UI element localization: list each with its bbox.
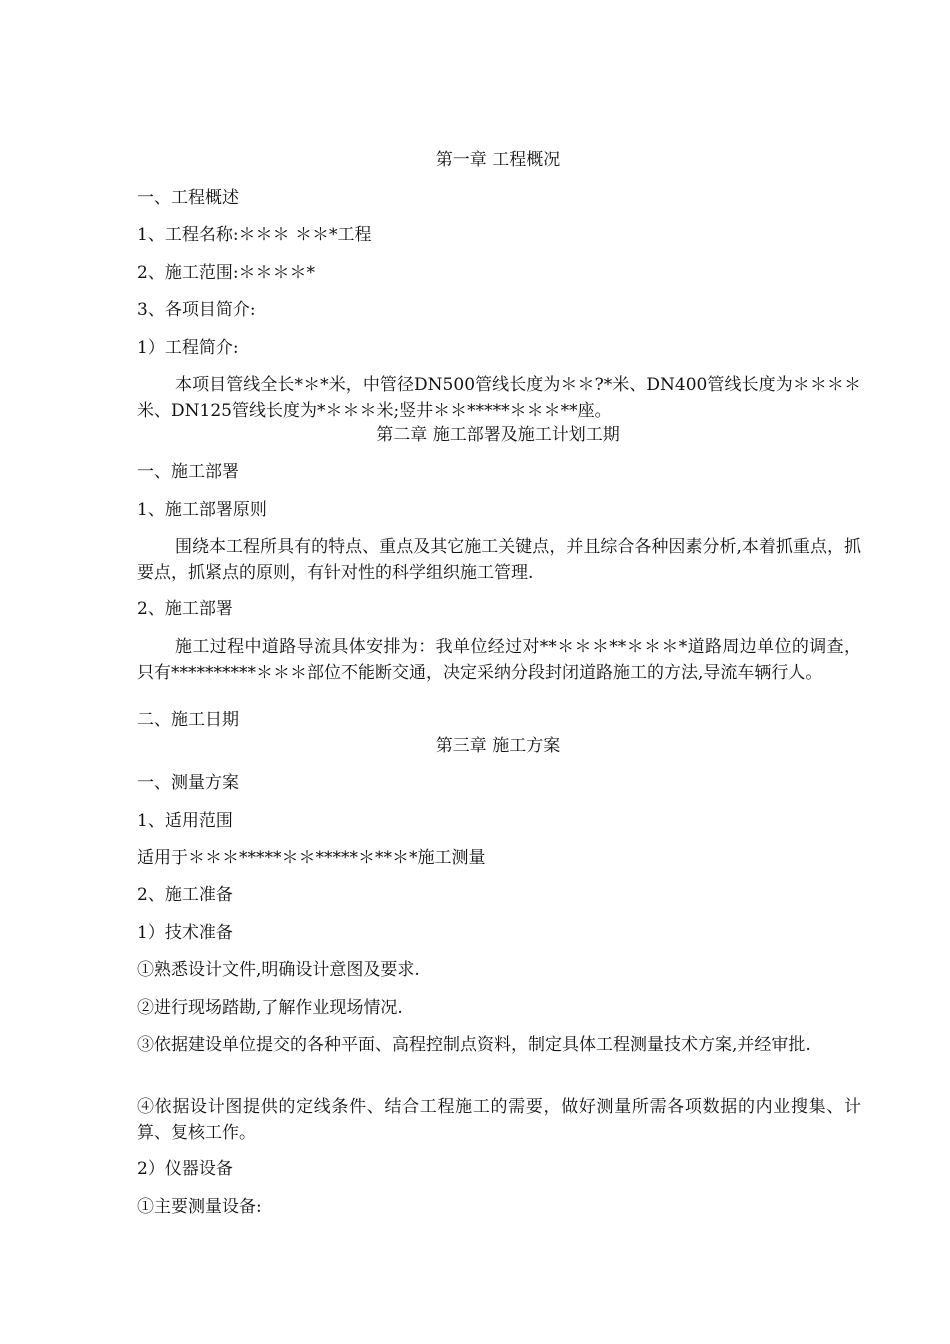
prep-step-3: ③依据建设单位提交的各种平面、高程控制点资料，制定具体工程测量技术方案,并经审批. — [137, 1035, 811, 1055]
chapter-3-title: 第三章 施工方案 — [435, 736, 561, 756]
deployment-principle-paragraph: 围绕本工程所具有的特点、重点及其它施工关键点，并且综合各种因素分析,本着抓重点，抓要点，抓紧点的原则，有针对性的科学组织施工管理. — [137, 537, 861, 583]
chapter-1-section-1: 一、工程概述 — [137, 188, 239, 208]
equipment-step-1: ①主要测量设备: — [137, 1197, 262, 1217]
chapter-2-section-1: 一、施工部署 — [137, 462, 239, 482]
applicable-scope-item: 1、适用范围 — [137, 811, 233, 831]
project-intro-subitem: 1）工程简介: — [137, 338, 239, 358]
prep-step-2: ②进行现场踏勘,了解作业现场情况. — [137, 998, 403, 1018]
deployment-principle-item: 1、施工部署原则 — [137, 500, 267, 520]
technical-prep-subitem: 1）技术准备 — [137, 923, 233, 943]
survey-plan-section: 一、测量方案 — [137, 773, 239, 793]
prep-step-4: ④依据设计图提供的定线条件、结合工程施工的需要，做好测量所需各项数据的内业搜集、计算、复核工作。 — [137, 1097, 861, 1143]
traffic-diversion-paragraph: 施工过程中道路导流具体安排为：我单位经过对**＊＊＊**＊＊＊*道路周边单位的调查，只有**********＊＊＊部位不能断交通，决定采纳分段封闭道路施工的方法,导流车辆行人。 — [137, 637, 861, 683]
pipeline-length-paragraph: 本项目管线全长*＊*米，中管径DN500管线长度为＊＊?*米、DN400管线长度为＊＊＊＊米、DN125管线长度为*＊＊＊米;竖井＊＊*****＊＊＊**座。 — [137, 375, 861, 421]
equipment-subitem: 2）仪器设备 — [137, 1159, 233, 1179]
project-name-item: 1、工程名称:＊＊＊ ＊＊*工程 — [137, 225, 372, 245]
prep-step-1: ①熟悉设计文件,明确设计意图及要求. — [137, 960, 420, 980]
project-intro-item: 3、各项目简介: — [137, 300, 256, 320]
construction-prep-item: 2、施工准备 — [137, 885, 233, 905]
chapter-1-title: 第一章 工程概况 — [435, 150, 561, 170]
chapter-2-section-2: 二、施工日期 — [137, 710, 239, 730]
construction-scope-item: 2、施工范围:＊＊＊＊* — [137, 263, 316, 283]
chapter-2-title: 第二章 施工部署及施工计划工期 — [376, 425, 620, 445]
applicable-scope-text: 适用于＊＊＊*****＊＊*****＊**＊*施工测量 — [137, 848, 486, 868]
deployment-item: 2、施工部署 — [137, 599, 233, 619]
